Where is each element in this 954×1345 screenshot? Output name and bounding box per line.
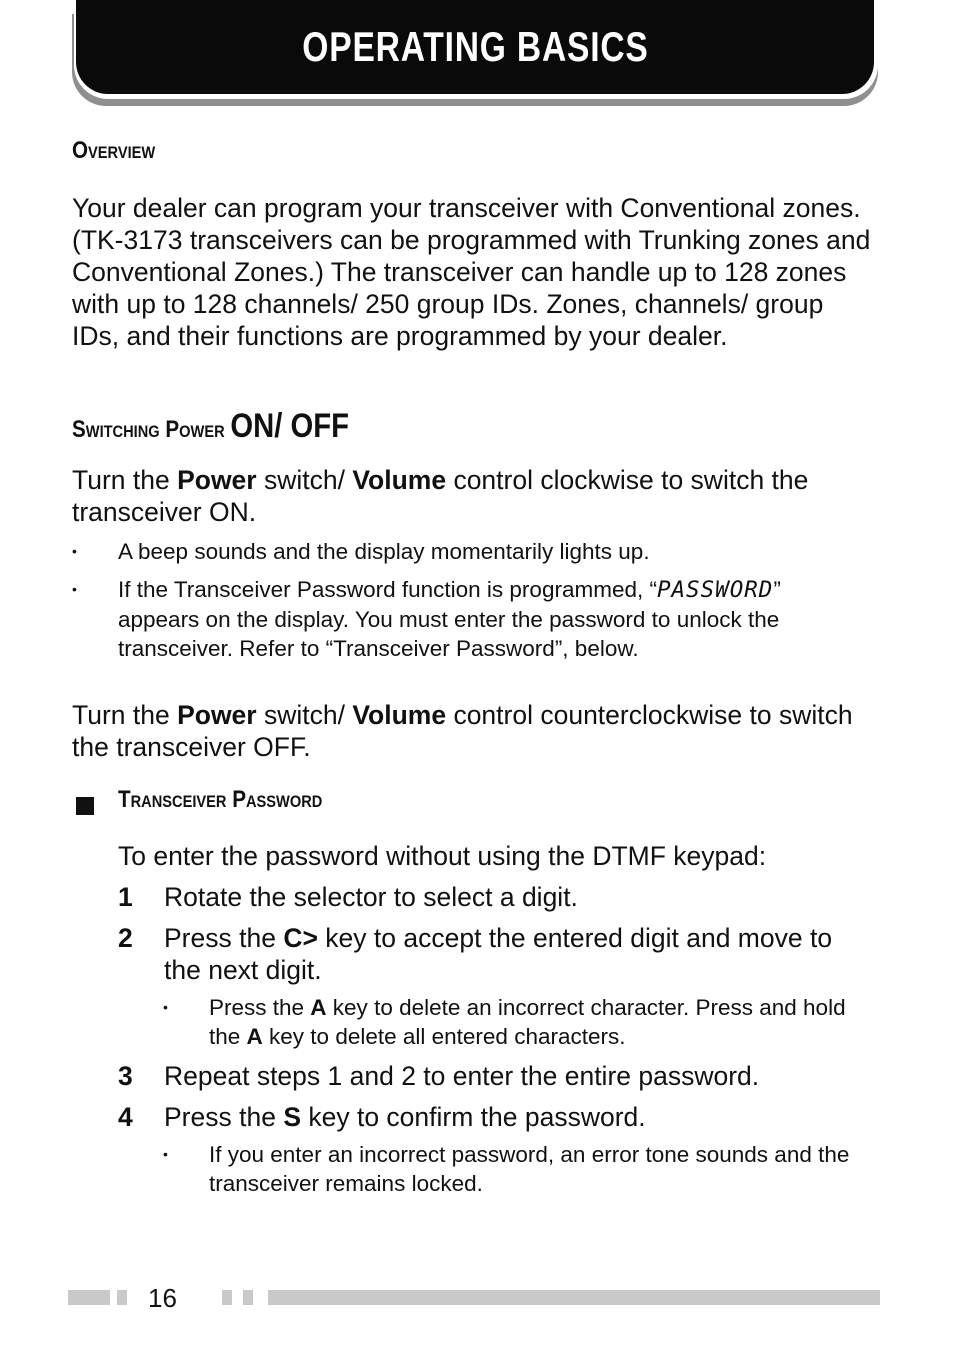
overview-heading: Overview [72,137,156,164]
bullet-dot: • [72,543,77,559]
power-off-instruction [72,699,872,763]
text-span: Press the [164,923,284,953]
footer-bar-segment [243,1290,253,1305]
footer-bar-long [268,1290,880,1305]
step-number: 1 [118,882,133,912]
text-span: switch/ [256,700,353,730]
text-span: key to confirm the password. [301,1102,646,1132]
key-label: S [283,1102,301,1132]
key-label: A [310,995,327,1020]
text-span: key to accept the entered digit and move to the next digit. [164,923,833,985]
volume-label: Volume [352,465,447,495]
text-span: Turn the [72,465,178,495]
bullet-dot: • [163,1146,168,1162]
step-text: Rotate the selector to select a digit. [164,882,578,912]
volume-label: Volume [352,700,447,730]
bullet-text: A beep sounds and the display momentarily lights up. [118,539,650,564]
text-span: switch/ [256,465,353,495]
step-number: 3 [118,1061,133,1091]
switching-heading-big: ON/ OFF [230,407,349,445]
section-square-icon [76,797,94,815]
password-intro: To enter the password without using the DTMF keypad: [118,841,767,871]
text-span: Press the [164,1102,284,1132]
overview-paragraph: Your dealer can program your transceiver with Conventional zones. (TK-3173 transceivers can be programmed with Trunking zones and Conventional Zones.) The transceiver can handle up to 128 zones with up to 128 channels/ 250 group IDs. Zones, channels/ group IDs, and their functions are programmed by your dealer. [72,193,871,351]
password-heading: Transceiver Password [118,786,323,813]
page-number: 16 [148,1283,177,1313]
text-span: key to delete an incorrect character. Press and hold the [209,995,846,1049]
text-span: Turn the [72,700,178,730]
power-on-instruction [72,464,872,528]
header-banner [76,0,874,94]
footer-bar-segment [222,1290,232,1305]
key-label: A [246,1024,263,1049]
text-span: key to delete all entered characters. [262,1024,626,1049]
page-title: OPERATING BASICS [301,23,649,70]
step-text [164,922,876,986]
bullet-text: If you enter an incorrect password, an error tone sounds and the transceiver remains locked. [209,1142,850,1196]
key-label: C> [283,923,318,953]
step-text: Repeat steps 1 and 2 to enter the entire password. [164,1061,760,1091]
switching-heading-small: Switching Power [72,416,225,443]
step-number: 4 [118,1102,133,1132]
footer-bar-segment [117,1290,127,1305]
lcd-password-display: PASSWORD [656,577,774,603]
switching-heading [72,407,349,446]
text-span: control counterclockwise to switch the transceiver OFF. [72,700,853,762]
bullet-dot: • [72,581,77,597]
footer-bar-segment [68,1290,110,1305]
bullet-dot: • [163,999,168,1015]
text-span: ” appears on the display. You must enter the password to unlock the transceiver. Refer to “Transceiver Password”, below. [118,577,781,661]
text-span: control clockwise to switch the transceiver ON. [72,465,809,527]
text-span: If the Transceiver Password function is programmed, “ [118,577,657,602]
step-number: 2 [118,923,133,953]
text-span: Press the [209,995,311,1020]
bullet-text [209,993,869,1051]
power-label: Power [177,700,257,730]
power-label: Power [177,465,257,495]
step-text [164,1101,876,1133]
bullet-text [118,575,858,663]
